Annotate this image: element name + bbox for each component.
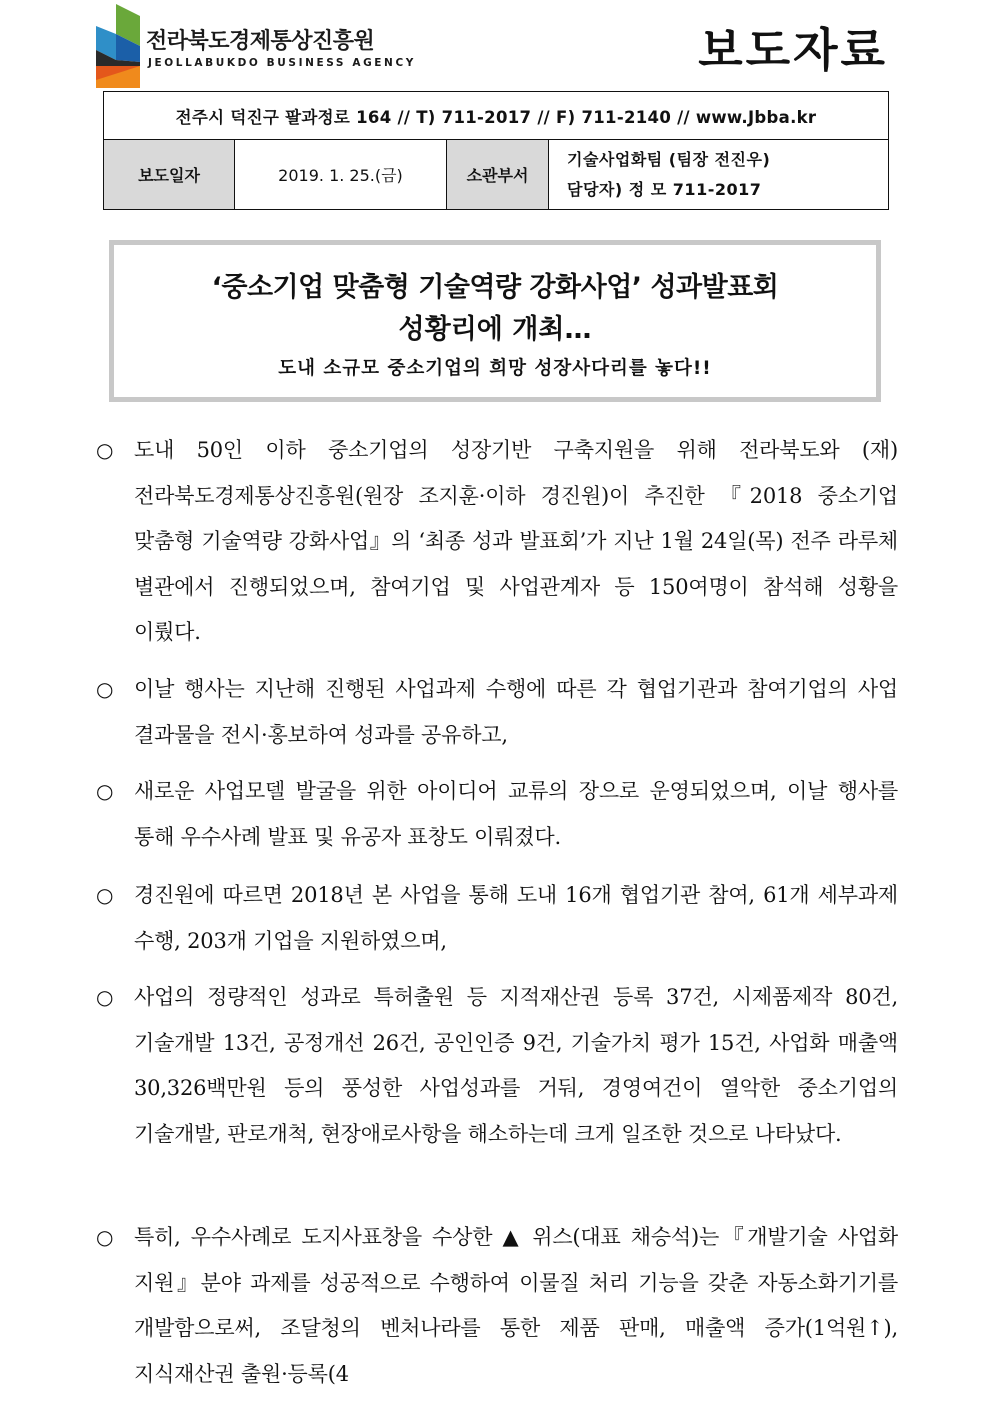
circle-bullet-icon: ○ <box>96 883 114 907</box>
circle-bullet-icon: ○ <box>96 985 114 1009</box>
circle-bullet-icon: ○ <box>96 1225 114 1249</box>
circle-bullet-icon: ○ <box>96 779 114 803</box>
agency-emblem-icon <box>96 4 146 88</box>
release-info-row <box>104 140 888 209</box>
subheadline: 도내 소규모 중소기업의 희망 성장사다리를 놓다!! <box>278 358 712 379</box>
paragraph-text: 경진원에 따르면 2018년 본 사업을 통해 도내 16개 협업기관 참여, 61개 세부과제 수행, 203개 기업을 지원하였으며, <box>134 883 898 953</box>
org-name-korean: 전라북도경제통상진흥원 <box>146 29 375 54</box>
document-type-heading: 보도자료 <box>698 23 888 77</box>
paragraph-text: 이날 행사는 지난해 진행된 사업과제 수행에 따른 각 협업기관과 참여기업의 사업 결과물을 전시·홍보하여 성과를 공유하고, <box>134 677 898 747</box>
release-date-value: 2019. 1. 25.(금) <box>235 140 447 209</box>
paragraph-text: 사업의 정량적인 성과로 특허출원 등 지적재산권 등록 37건, 시제품제작 80건, 기술개발 13건, 공정개선 26건, 공인인증 9건, 기술가치 평가 15건, 사업화 매출액 30,326백만원 등의 풍성한 사업성과를 거둬, 경영여건이 열악한 중소기업의 기술개발, 판로개척, 현장애로사항을 해소하는데 크게 일조한 것으로 나타났다. <box>134 985 898 1146</box>
agency-logo <box>96 4 416 88</box>
department-team: 기술사업화팀 (팀장 전진우) <box>567 149 771 169</box>
body-paragraph <box>96 428 898 656</box>
department-info <box>549 140 888 209</box>
headline-box <box>109 240 881 402</box>
department-label: 소관부서 <box>447 140 549 209</box>
headline-line-2: 성황리에 개최… <box>398 314 592 345</box>
press-info-table <box>103 91 889 210</box>
body-paragraph <box>96 975 898 1157</box>
department-contact: 담당자) 정 모 711-2017 <box>567 179 762 199</box>
body-paragraph <box>96 667 898 758</box>
org-name-english: JEOLLABUKDO BUSINESS AGENCY <box>148 57 416 69</box>
paragraph-text: 특히, 우수사례로 도지사표창을 수상한 ▲ 위스(대표 채승석)는『개발기술 사업화 지원』분야 과제를 성공적으로 수행하여 이물질 처리 기능을 갖춘 자동소화기기를 개발함으로써, 조달청의 벤처나라를 통한 제품 판매, 매출액 증가(1억원↑), 지식재산권 출원·등록(4 <box>134 1225 898 1386</box>
release-date-label: 보도일자 <box>104 140 235 209</box>
circle-bullet-icon: ○ <box>96 438 114 462</box>
body-paragraph <box>96 769 898 860</box>
paragraph-text: 도내 50인 이하 중소기업의 성장기반 구축지원을 위해 전라북도와 (재)전라북도경제통상진흥원(원장 조지훈·이하 경진원)이 추진한 『2018 중소기업 맞춤형 기술역량 강화사업』의 ‘최종 성과 발표회’가 지난 1월 24일(목) 전주 라루체 별관에서 진행되었으며, 참여기업 및 사업관계자 등 150여명이 참석해 성황을 이뤘다. <box>134 438 898 644</box>
paragraph-text: 새로운 사업모델 발굴을 위한 아이디어 교류의 장으로 운영되었으며, 이날 행사를 통해 우수사례 발표 및 유공자 표창도 이뤄졌다. <box>134 779 898 849</box>
headline-line-1: ‘중소기업 맞춤형 기술역량 강화사업’ 성과발표회 <box>211 272 779 303</box>
body-paragraph <box>96 1215 898 1397</box>
contact-line: 전주시 덕진구 팔과정로 164 // T) 711-2017 // F) 711-2140 // www.Jbba.kr <box>104 92 888 140</box>
body-paragraph <box>96 873 898 964</box>
circle-bullet-icon: ○ <box>96 677 114 701</box>
